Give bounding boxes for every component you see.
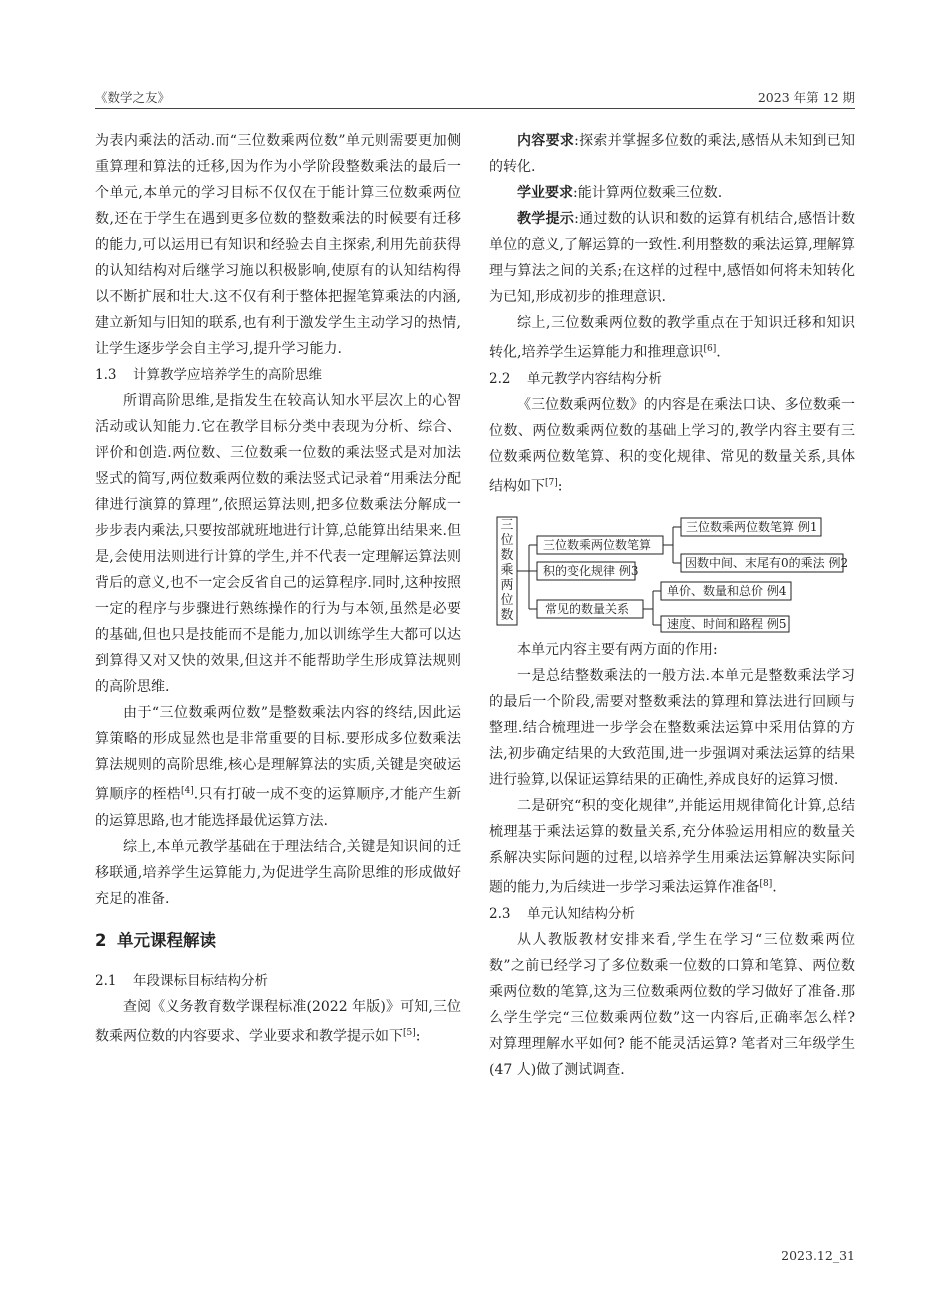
paragraph-text: : bbox=[557, 478, 563, 495]
section-heading-2 bbox=[95, 928, 461, 954]
paragraph-text: 由于“三位数乘两位数”是整数乘法内容的终结,因此运算策略的形成显然也是非常重要的目标.要形成多位数乘法算法规则的高阶思维,核心是理解算法的实质,关键是突破运算顺序的桎梏 bbox=[95, 705, 461, 803]
citation: [5] bbox=[403, 1027, 416, 1038]
paragraph-text: :能计算两位数乘三位数. bbox=[573, 185, 723, 201]
subsection-title: 年段课标目标结构分析 bbox=[133, 972, 268, 989]
root-connector bbox=[517, 545, 537, 609]
paragraph: 本单元内容主要有两方面的作用: bbox=[517, 642, 718, 659]
citation: [7] bbox=[545, 477, 558, 488]
subsection-heading-1-3 bbox=[95, 362, 461, 388]
paragraph-text: 综上,三位数乘两位数的教学重点在于知识迁移和知识转化,培养学生运算能力和推理意识 bbox=[489, 315, 855, 361]
subsection-number: 2.1 bbox=[95, 972, 117, 989]
paragraph bbox=[95, 994, 461, 1050]
section-title: 单元课程解读 bbox=[117, 930, 216, 950]
citation: [8] bbox=[759, 879, 773, 890]
paragraph bbox=[95, 700, 461, 834]
paragraph: 为表内乘法的活动.而“三位数乘两位数”单元则需要更加侧重算理和算法的迁移,因为作为小学阶段整数乘法的最后一个单元,本单元的学习目标不仅仅在于能计算三位数乘两位数,还在于学生在遇到更多位数的整数乘法的时候要有迁移的能力,可以运用已有知识和经验去自主探索,利用先前获得的认知结构对后继学习施以积极影响,使原有的认知结构得以不断扩展和壮大.这不仅有利于整体把握笔算乘法的内涵,建立新知与旧知的联系,也有利于激发学生主动学习的热情,让学生逐步学会自主学习,提升学习能力. bbox=[95, 133, 461, 357]
subsection-number: 1.3 bbox=[95, 367, 117, 383]
leaf4-label: 速度、时间和路程 例5 bbox=[667, 617, 787, 632]
section-number: 2 bbox=[95, 930, 107, 950]
leaf2-label: 因数中间、末尾有0的乘法 例2 bbox=[685, 556, 849, 571]
leaf1-label: 三位数乘两位数笔算 例1 bbox=[686, 520, 818, 535]
root-label: 三位数乘两位数 bbox=[500, 518, 514, 624]
citation: [4] bbox=[181, 786, 194, 796]
paragraph-text: .只有打破一成不变的运算顺序,才能产生新的运算思路,也才能选择最优运算方法. bbox=[95, 786, 462, 829]
paragraph bbox=[489, 310, 855, 366]
issue-label: 2023 年第 12 期 bbox=[757, 90, 855, 105]
branch1-connector bbox=[663, 527, 681, 563]
branch3-connector bbox=[643, 591, 661, 625]
right-column bbox=[489, 128, 855, 1083]
content-requirement bbox=[489, 128, 855, 180]
label-bold: 教学提示 bbox=[517, 211, 575, 227]
left-column bbox=[95, 128, 461, 1049]
journal-title: 《数学之友》 bbox=[95, 90, 171, 105]
subsection-heading-2-2 bbox=[489, 366, 855, 392]
subsection-title: 单元认知结构分析 bbox=[527, 905, 635, 922]
citation: [6] bbox=[703, 344, 717, 354]
branch3-label: 常见的数量关系 bbox=[545, 602, 630, 617]
paragraph: 综上,本单元教学基础在于理法结合,关键是知识间的迁移联通,培养学生运算能力,为促进学生高阶思维的形成做好充足的准备. bbox=[95, 838, 461, 907]
subsection-number: 2.2 bbox=[489, 370, 511, 387]
paragraph: 从人教版教材安排来看,学生在学习“三位数乘两位数”之前已经学习了多位数乘一位数的口算和笔算、两位数乘两位数的笔算,这为三位数乘两位数的学习做好了准备.那么学生学完“三位数乘两位数”这一内容后,正确率怎么样? 对算理理解水平如何? 能不能灵活运算? 笔者对三年级学生(47 人)做了测试调查. bbox=[489, 931, 855, 1078]
paragraph-text: . bbox=[772, 879, 777, 896]
header-rule bbox=[95, 108, 855, 109]
paragraph bbox=[489, 392, 855, 500]
subsection-title: 计算教学应培养学生的高阶思维 bbox=[133, 367, 322, 383]
branch2-label: 积的变化规律 例3 bbox=[543, 564, 639, 579]
paragraph-text: . bbox=[716, 344, 721, 361]
paragraph: 所谓高阶思维,是指发生在较高认知水平层次上的心智活动或认知能力.它在教学目标分类中表现为分析、综合、评价和创造.两位数、三位数乘一位数的乘法竖式是对加法竖式的简写,两位数乘两位数的乘法竖式记录着“用乘法分配律进行演算的算理”,依照运算法则,把多位数乘法分解成一步步表内乘法,只要按部就班地进行计算,总能算出结果来.但是,会使用法则进行计算的学生,并不代表一定理解运算法则背后的意义,也不一定会反省自己的运算程序.同时,这种按照一定的程序与步骤进行熟练操作的行为与本领,虽然是必要的基础,但也只是技能而不是能力,加以训练学生大都可以达到算得又对又快的效果,但这并不能帮助学生形成算法规则的高阶思维. bbox=[95, 393, 461, 695]
paragraph-text: : bbox=[415, 1028, 421, 1045]
subsection-heading-2-3 bbox=[489, 901, 855, 927]
paragraph-text: :探索并掌握多位数的乘法,感悟从未知到已知的转化. bbox=[489, 133, 855, 175]
paragraph-text: 《三位数乘两位数》的内容是在乘法口诀、多位数乘一位数、两位数乘两位数的基础上学习的,教学内容主要有三位数乘两位数笔算、积的变化规律、常见的数量关系,具体结构如下 bbox=[489, 396, 855, 495]
label-bold: 学业要求 bbox=[517, 185, 573, 201]
label-bold: 内容要求 bbox=[517, 133, 575, 149]
branch1-label: 三位数乘两位数笔算 bbox=[543, 538, 652, 553]
paragraph bbox=[489, 793, 855, 901]
paragraph-text: 二是研究“积的变化规律”,并能运用规律简化计算,总结梳理基于乘法运算的数量关系,充分体验运用相应的数量关系解决实际问题的过程,以培养学生用乘法运算解决实际问题的能力,为后续进一步学习乘法运算作准备 bbox=[489, 798, 855, 896]
structure-diagram bbox=[489, 505, 855, 633]
paragraph-text: :通过数的认识和数的运算有机结合,感悟计数单位的意义,了解运算的一致性.利用整数的乘法运算,理解算理与算法之间的关系;在这样的过程中,感悟如何将未知转化为已知,形成初步的推理意识. bbox=[489, 211, 855, 305]
subsection-number: 2.3 bbox=[489, 905, 511, 922]
teaching-tip bbox=[489, 206, 855, 310]
page-number: 2023.12_31 bbox=[781, 1248, 855, 1263]
paragraph: 一是总结整数乘法的一般方法.本单元是整数乘法学习的最后一个阶段,需要对整数乘法的算理和算法进行回顾与整理.结合梳理进一步学会在整数乘法运算中采用估算的方法,初步确定结果的大致范围,进一步强调对乘法运算的结果进行验算,以保证运算结果的正确性,养成良好的运算习惯. bbox=[489, 668, 855, 789]
paragraph-text: 查阅《义务教育数学课程标准(2022 年版)》可知,三位数乘两位数的内容要求、学业要求和教学提示如下 bbox=[95, 998, 461, 1045]
leaf3-label: 单价、数量和总价 例4 bbox=[667, 584, 787, 599]
subsection-title: 单元教学内容结构分析 bbox=[527, 370, 662, 387]
subsection-heading-2-1 bbox=[95, 968, 461, 994]
academic-requirement bbox=[489, 180, 855, 206]
